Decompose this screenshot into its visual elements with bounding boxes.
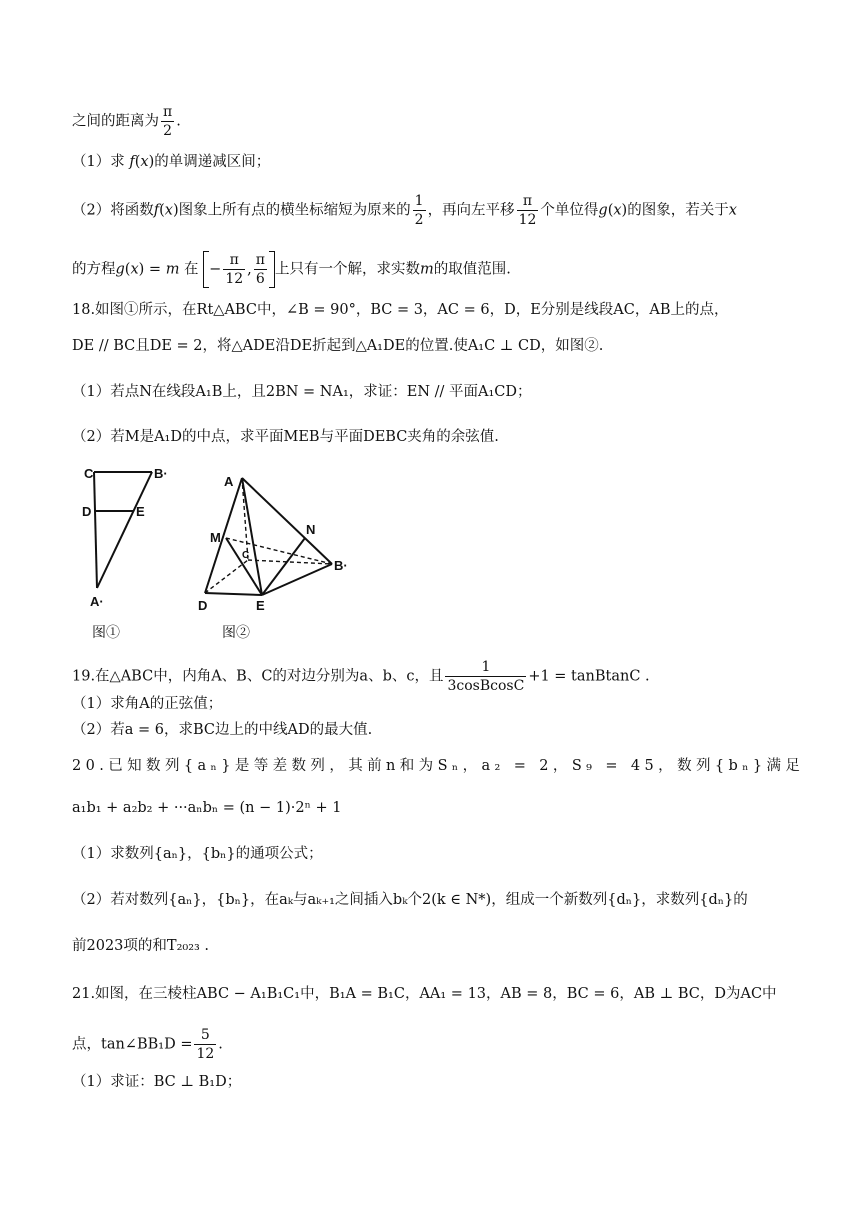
label-E: E xyxy=(256,598,265,613)
text: 点，tan∠BB₁D = xyxy=(72,1036,193,1053)
q21-part1: （1）求证：BC ⊥ B₁D； xyxy=(72,1074,242,1090)
q20-part2-line2: 前2023项的和T₂₀₂₃ . xyxy=(72,938,210,954)
q17-part2-line1: （2）将函数f(x)图象上所有点的横坐标缩短为原来的 $\frac{1}{2}$ ，再向左平移 $\frac{\pi}{12}$ 个单位得g(x)的图象，若关于x xyxy=(72,193,737,228)
q20-line1: 20.已知数列{aₙ}是等差数列，其前n和为Sₙ，a₂ = 2，S₉ = 45，数列{bₙ}满足 xyxy=(72,758,805,774)
func-f: f xyxy=(129,154,135,170)
text: 个单位得 xyxy=(540,202,599,219)
q21-line2: 点，tan∠BB₁D = $\frac{5}{12}$ . xyxy=(72,1027,223,1062)
q18-line2: DE // BC且DE = 2，将△ADE沿DE折起到△A₁DE的位置.使A₁C ⊥ CD，如图②. xyxy=(72,338,604,354)
q20-part1: （1）求数列{aₙ}，{bₙ}的通项公式； xyxy=(72,846,323,862)
text: 上只有一个解，求实数 xyxy=(274,261,420,278)
text: +1 = tanBtanC . xyxy=(528,668,650,685)
label-D: D xyxy=(198,598,208,613)
q18-part1: （1）若点N在线段A₁B上，且2BN = NA₁，求证：EN // 平面A₁CD； xyxy=(72,384,532,400)
q18-line1: 18.如图①所示，在Rt△ABC中，∠B = 90°，BC = 3，AC = 6，D，E分别是线段AC，AB上的点， xyxy=(72,302,729,318)
q19-part1: （1）求角A的正弦值； xyxy=(72,696,223,712)
caption-figure-1: 图① xyxy=(92,625,120,641)
q19-part2: （2）若a = 6，求BC边上的中线AD的最大值. xyxy=(72,722,373,738)
interval-bracket: − $\frac{\pi}{12}$ , $\frac{\pi}{6}$ xyxy=(203,251,275,288)
q20-part2-line1: （2）若对数列{aₙ}，{bₙ}，在aₖ与aₖ₊₁之间插入bₖ个2(k ∈ N*)，组成一个新数列{dₙ}，求数列{dₙ}的 xyxy=(72,892,748,908)
label-C: C xyxy=(242,550,250,561)
label-N: N xyxy=(306,522,316,537)
fraction-pi-over-2: $\frac{\pi}{2}$ xyxy=(163,104,173,139)
q19-line1 xyxy=(72,658,650,695)
text: 在 xyxy=(184,261,199,278)
text: （1）求 xyxy=(72,154,125,170)
var-x: x xyxy=(140,154,149,170)
figure-2-pyramid xyxy=(190,468,360,616)
q18-part2: （2）若M是A₁D的中点，求平面MEB与平面DEBC夹角的余弦值. xyxy=(72,429,499,445)
text: 之间的距离为 xyxy=(72,113,159,130)
text: ，再向左平移 xyxy=(427,202,515,219)
text: 图象上所有点的横坐标缩短为原来的 xyxy=(178,202,411,219)
label-A1: A xyxy=(224,474,234,489)
label-M: M xyxy=(210,530,221,545)
label-B: B· xyxy=(334,558,348,573)
line-1: 之间的距离为 $\frac{\pi}{2}$ . xyxy=(72,104,181,139)
label-E: E xyxy=(136,504,145,519)
label-B: B· xyxy=(154,466,168,481)
label-A: A· xyxy=(90,594,104,609)
q17-part2-line2: 的方程g(x) = m 在 − $\frac{\pi}{12}$ , $\frac{\pi}{6}$ 上只有一个解，求实数m的取值范围. xyxy=(72,252,511,287)
text: 的方程 xyxy=(72,261,116,278)
fraction-5-over-12: $\frac{5}{12}$ xyxy=(196,1027,215,1062)
q21-line1: 21.如图，在三棱柱ABC − A₁B₁C₁中，B₁A = B₁C，AA₁ = 13，AB = 8，BC = 6，AB ⊥ BC，D为AC中 xyxy=(72,986,777,1002)
q17-part1: （1）求 f(x)的单调递减区间； xyxy=(72,154,271,170)
fraction-q19: $\frac{1}{\text{3cosBcosC}}$ xyxy=(447,659,525,694)
fraction-half: $\frac{1}{2}$ xyxy=(414,193,424,228)
text: 的取值范围. xyxy=(433,261,511,278)
q20-line2: a₁b₁ + a₂b₂ + ···aₙbₙ = (n − 1)·2ⁿ + 1 xyxy=(72,800,342,816)
text: 19.在△ABC中，内角A、B、C的对边分别为a、b、c，且 xyxy=(72,668,444,685)
text: 的单调递减区间； xyxy=(154,154,271,170)
text: （2）将函数 xyxy=(72,202,154,219)
figure-1-triangle xyxy=(72,460,182,610)
fraction-pi-over-12: $\frac{\pi}{12}$ xyxy=(518,193,537,228)
caption-figure-2: 图② xyxy=(222,625,250,641)
label-C: C xyxy=(84,466,94,481)
label-D: D xyxy=(82,504,92,519)
text: 的图象，若关于 xyxy=(627,202,729,219)
